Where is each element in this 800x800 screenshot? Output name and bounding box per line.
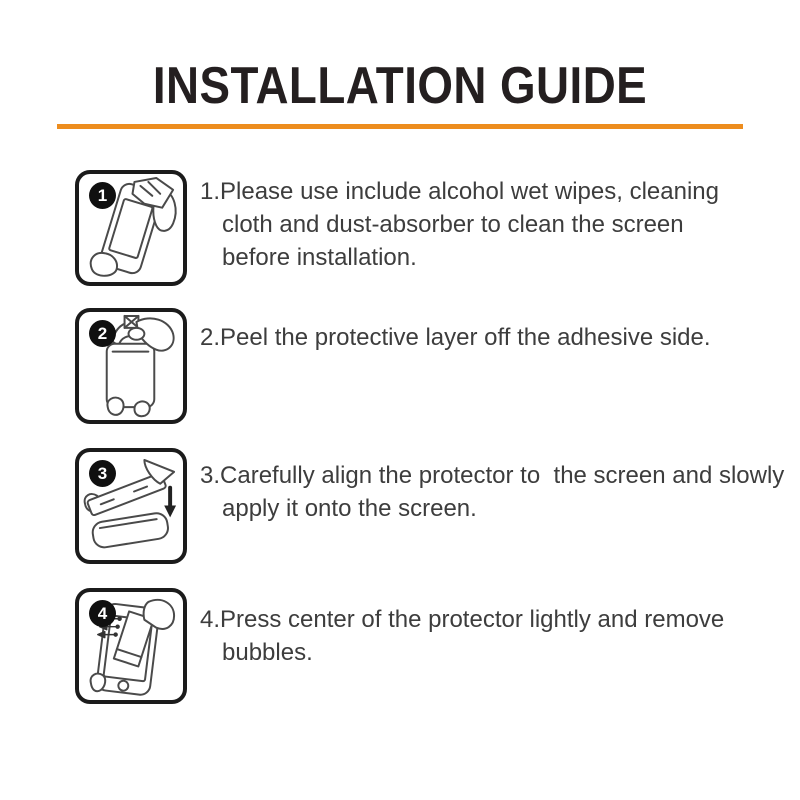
accent-divider <box>57 124 743 129</box>
instruction-line: 2.Peel the protective layer off the adhesive side. <box>200 324 711 351</box>
instruction-line: 3.Carefully align the protector to the screen and slowly <box>200 462 785 489</box>
step-number: 2 <box>97 323 108 343</box>
step-4-illustration-box <box>75 588 187 704</box>
instruction-line: 1.Please use include alcohol wet wipes, cleaning <box>200 178 719 205</box>
instruction-line: bubbles. <box>222 639 313 666</box>
instruction-line: cloth and dust-absorber to clean the screen <box>222 211 684 238</box>
step-3-instructions <box>200 448 784 525</box>
step-4-instructions <box>200 588 724 669</box>
page-title: INSTALLATION GUIDE <box>152 57 648 115</box>
step-row-3 <box>75 448 784 564</box>
step-number-badge <box>89 182 116 209</box>
instruction-line: before installation. <box>222 244 417 271</box>
step-row-4 <box>75 588 724 704</box>
step-1-illustration-box <box>75 170 187 286</box>
step-number: 3 <box>97 463 108 483</box>
step-1-instructions <box>200 170 719 274</box>
instruction-line: 4.Press center of the protector lightly and remove <box>200 606 725 633</box>
step-row-1 <box>75 170 719 286</box>
step-number-badge <box>89 460 116 487</box>
step-2-instructions <box>200 308 711 354</box>
step-3-illustration-box <box>75 448 187 564</box>
step-number: 4 <box>97 603 108 623</box>
step-number-badge <box>89 320 116 347</box>
step-2-illustration-box <box>75 308 187 424</box>
step-number-badge <box>89 600 116 627</box>
instruction-line: apply it onto the screen. <box>222 495 477 522</box>
step-number: 1 <box>97 185 108 205</box>
step-row-2 <box>75 308 711 424</box>
